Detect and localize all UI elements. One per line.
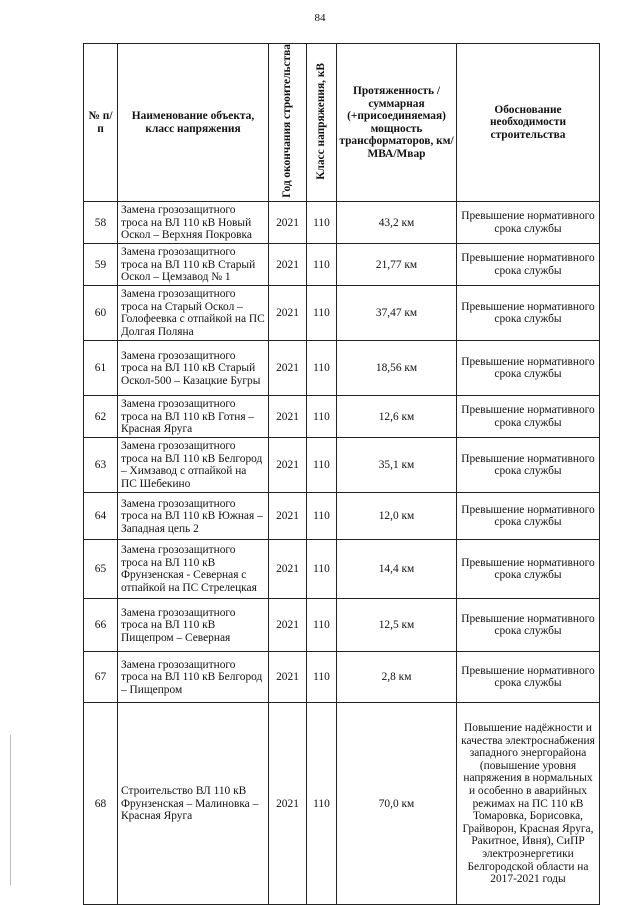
row-num: 59 — [84, 244, 118, 286]
row-year: 2021 — [269, 652, 307, 703]
table-row — [84, 202, 600, 244]
row-num: 61 — [84, 341, 118, 396]
row-voltage: 110 — [307, 286, 337, 341]
row-voltage: 110 — [307, 341, 337, 396]
table-row — [84, 599, 600, 652]
row-name: Замена грозозащитного троса на ВЛ 110 кВ Старый Оскол – Цемзавод № 1 — [118, 244, 269, 286]
row-name: Замена грозозащитного троса на ВЛ 110 кВ Южная – Западная цепь 2 — [118, 493, 269, 540]
row-reason: Превышение нормативного срока службы — [457, 244, 600, 286]
row-name: Замена грозозащитного троса на Старый Оскол – Голофеевка с отпайкой на ПС Долгая Поляна — [118, 286, 269, 341]
table-row — [84, 341, 600, 396]
row-length: 21,77 км — [337, 244, 457, 286]
row-length: 12,5 км — [337, 599, 457, 652]
row-year: 2021 — [269, 341, 307, 396]
row-reason: Превышение нормативного срока службы — [457, 652, 600, 703]
row-num: 60 — [84, 286, 118, 341]
row-voltage: 110 — [307, 493, 337, 540]
row-reason: Превышение нормативного срока службы — [457, 286, 600, 341]
header-num: № п/п — [84, 44, 118, 202]
row-length: 18,56 км — [337, 341, 457, 396]
row-name: Замена грозозащитного троса на ВЛ 110 кВ Старый Оскол-500 – Казацкие Бугры — [118, 341, 269, 396]
row-length: 37,47 км — [337, 286, 457, 341]
row-name: Замена грозозащитного троса на ВЛ 110 кВ Новый Оскол – Верхняя Покровка — [118, 202, 269, 244]
table-row — [84, 438, 600, 493]
header-reason: Обоснование необходимости строительства — [457, 44, 600, 202]
row-reason: Превышение нормативного срока службы — [457, 540, 600, 599]
table-row — [84, 493, 600, 540]
row-year: 2021 — [269, 286, 307, 341]
row-voltage: 110 — [307, 244, 337, 286]
row-year: 2021 — [269, 202, 307, 244]
header-year-label: Год окончания строительства — [281, 44, 293, 198]
row-year: 2021 — [269, 540, 307, 599]
row-year: 2021 — [269, 703, 307, 905]
row-num: 68 — [84, 703, 118, 905]
row-reason: Превышение нормативного срока службы — [457, 438, 600, 493]
table-row — [84, 703, 600, 905]
row-length: 12,6 км — [337, 396, 457, 438]
row-length: 35,1 км — [337, 438, 457, 493]
row-reason: Превышение нормативного срока службы — [457, 202, 600, 244]
row-length: 70,0 км — [337, 703, 457, 905]
row-length: 2,8 км — [337, 652, 457, 703]
page-number: 84 — [314, 12, 326, 24]
row-num: 65 — [84, 540, 118, 599]
row-name: Замена грозозащитного троса на ВЛ 110 кВ Белгород – Химзавод с отпайкой на ПС Шебекино — [118, 438, 269, 493]
row-voltage: 110 — [307, 540, 337, 599]
row-num: 64 — [84, 493, 118, 540]
table-row — [84, 540, 600, 599]
margin-mark — [10, 735, 11, 885]
header-name: Наименование объекта, класс напряжения — [118, 44, 269, 202]
row-num: 63 — [84, 438, 118, 493]
row-name: Замена грозозащитного троса на ВЛ 110 кВ Белгород – Пищепром — [118, 652, 269, 703]
row-length: 43,2 км — [337, 202, 457, 244]
row-year: 2021 — [269, 438, 307, 493]
header-length: Протяженность / суммарная (+присоединяемая) мощность трансформаторов, км/МВА/Мвар — [337, 44, 457, 202]
row-reason: Превышение нормативного срока службы — [457, 493, 600, 540]
row-reason: Превышение нормативного срока службы — [457, 396, 600, 438]
header-voltage-label: Класс напряжения, кВ — [315, 62, 327, 180]
row-year: 2021 — [269, 244, 307, 286]
row-num: 58 — [84, 202, 118, 244]
row-length: 14,4 км — [337, 540, 457, 599]
row-num: 62 — [84, 396, 118, 438]
row-reason: Повышение надёжности и качества электроснабжения западного энергорайона (повышение уровня напряжения в нормальных и особенно в аварийных режимах на ПС 110 кВ Томаровка, Борисовка, Грайворон, Красная Яруга, Ракитное, Ивня), СиПР электроэнергетики Белгородской области на 2017-2021 годы — [457, 703, 600, 905]
row-voltage: 110 — [307, 652, 337, 703]
table-row — [84, 652, 600, 703]
row-voltage: 110 — [307, 703, 337, 905]
table-row — [84, 396, 600, 438]
row-year: 2021 — [269, 493, 307, 540]
row-length: 12,0 км — [337, 493, 457, 540]
header-year — [269, 44, 307, 202]
row-reason: Превышение нормативного срока службы — [457, 341, 600, 396]
row-year: 2021 — [269, 599, 307, 652]
row-num: 67 — [84, 652, 118, 703]
row-name: Замена грозозащитного троса на ВЛ 110 кВ Фрунзенская - Северная с отпайкой на ПС Стрелецкая — [118, 540, 269, 599]
investment-table — [83, 43, 600, 905]
table-row — [84, 286, 600, 341]
row-name: Замена грозозащитного троса на ВЛ 110 кВ Пищепром – Северная — [118, 599, 269, 652]
row-voltage: 110 — [307, 599, 337, 652]
row-num: 66 — [84, 599, 118, 652]
row-voltage: 110 — [307, 438, 337, 493]
row-reason: Превышение нормативного срока службы — [457, 599, 600, 652]
row-year: 2021 — [269, 396, 307, 438]
header-voltage — [307, 44, 337, 202]
row-voltage: 110 — [307, 202, 337, 244]
table-header-row — [84, 44, 600, 202]
row-name: Строительство ВЛ 110 кВ Фрунзенская – Малиновка – Красная Яруга — [118, 703, 269, 905]
table-row — [84, 244, 600, 286]
row-name: Замена грозозащитного троса на ВЛ 110 кВ Готня – Красная Яруга — [118, 396, 269, 438]
row-voltage: 110 — [307, 396, 337, 438]
